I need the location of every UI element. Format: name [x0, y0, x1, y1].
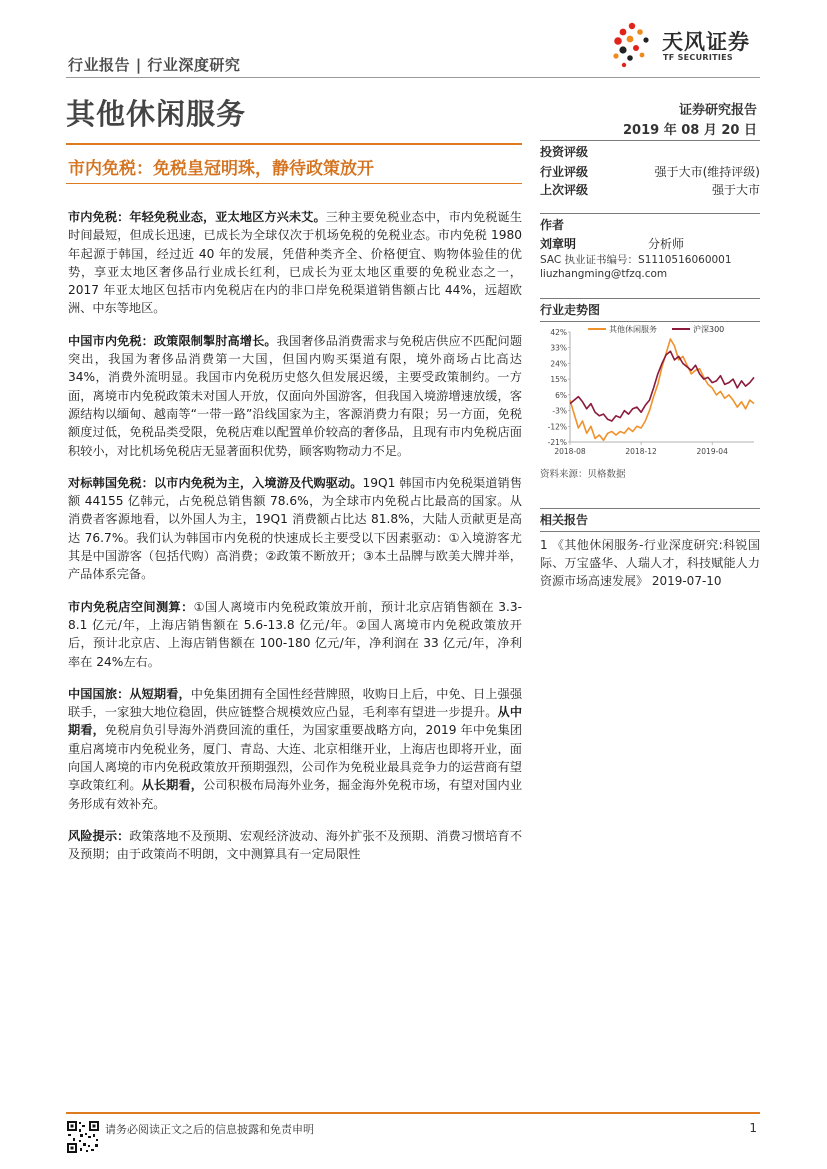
- industry-title: 其他休闲服务: [66, 97, 247, 131]
- x-tick-label: 2018-08: [554, 447, 586, 456]
- paragraph-text: ①国人离境市内免税政策放开前，预计北京店销售额在 3.3-8.1 亿元/年，上海店销售额在 5.6-13.8 亿元/年。②国人离境市内免税政策放开后，预计北京店、上海店销售额在 100-180 亿元/年，净利润在 33 亿元/年，净利率在 24%左右。: [68, 599, 522, 669]
- report-type: 证券研究报告: [678, 103, 757, 118]
- paragraph-lead: 对标韩国免税：以市内免税为主，入境游及代购驱动。: [68, 475, 363, 490]
- trend-chart-svg: [540, 322, 760, 462]
- logo-name: 天风证券: [662, 30, 750, 54]
- x-tick-label: 2019-04: [696, 447, 728, 456]
- author-name: 刘章明: [540, 237, 577, 251]
- chart-source: 资料来源：贝格数据: [540, 469, 626, 480]
- paragraph-city-duty-free: [68, 208, 522, 318]
- paragraph-china-duty-free: [68, 332, 522, 460]
- previous-rating-value: 强于大市: [711, 183, 760, 197]
- legend-label: 其他休闲服务: [609, 325, 657, 334]
- short-term-text: 中免集团拥有全国性经营牌照，收购日上后，中免、日上强强联手，一家独大地位稳固，供应链整合规模效应凸显，毛利率有望进一步提升。: [68, 686, 523, 720]
- paragraph-lead: 市内免税店空间测算：: [68, 599, 194, 614]
- short-term-lead: 从短期看，: [129, 686, 191, 701]
- legend-label: 沪深300: [693, 325, 725, 334]
- footer-rule: [66, 1112, 760, 1114]
- report-category: 行业报告 | 行业深度研究: [68, 56, 241, 74]
- report-date: 2019 年 08 月 20 日: [623, 123, 757, 138]
- y-tick-label: 42%: [550, 328, 567, 337]
- author-heading: 作者: [540, 218, 565, 232]
- paragraph-cits: [68, 685, 522, 813]
- paragraph-lead: 市内免税：年轻免税业态，亚太地区方兴未艾。: [68, 210, 326, 224]
- paragraph-lead: 风险提示：: [68, 828, 130, 843]
- paragraph-text: 政策落地不及预期、宏观经济波动、海外扩张不及预期、消费习惯培育不及预期；由于政策尚不明朗，文中测算具有一定局限性: [68, 828, 523, 862]
- mid-term-lead: 从中期看，: [68, 705, 523, 738]
- rating-value: 强于大市(维持评级): [654, 165, 760, 179]
- long-term-lead: 从长期看，: [141, 778, 204, 793]
- paragraph-text: 三种主要免税业态中，市内免税诞生时间最短，但成长迅速，已成长为全球仅次于机场免税的免税业态。市内免税 1980 年起源于韩国，经过近 40 年的发展，凭借种类齐全、价格便宜、购物体验佳的优势，享亚太地区奢侈品行业成长红利，已成长为亚太地区重要的免税业态之一，2017 年亚太地区包括市内免税店在内的非口岸免税渠道销售额占比 44%，远超欧洲、中东等地区。: [68, 210, 523, 316]
- related-heading: 相关报告: [540, 513, 589, 527]
- previous-rating-row: [540, 181, 760, 199]
- sidebar-rule: [540, 531, 760, 532]
- header-divider: [66, 77, 760, 78]
- qr-code-icon: [66, 1120, 100, 1154]
- author-email[interactable]: liuzhangming@tfzq.com: [540, 268, 668, 280]
- y-tick-label: 33%: [550, 343, 567, 353]
- y-tick-label: 24%: [550, 359, 567, 369]
- chart-heading: 行业走势图: [540, 303, 601, 317]
- main-summary: [68, 208, 522, 878]
- series-line-1: [570, 351, 754, 421]
- report-subtitle: 市内免税：免税皇冠明珠，静待政策放开: [68, 159, 374, 179]
- paragraph-risk: [68, 827, 522, 864]
- paragraph-text: 19Q1 韩国市内免税渠道销售额 44155 亿韩元，占免税总销售额 78.6%，为全球市内免税占比最高的国家。从消费者客源地看，以外国人为主，19Q1 消费额占比达 81.8%，大陆人贡献更是高达 76.7%。我们认为韩国市内免税的快速成长主要受以下因素驱动：①入境游客尤其是中国游客（包括代购）高消费；②政策不断放开；③本土品牌与欧美大牌并举，产品体系完备。: [68, 475, 523, 582]
- author-row: [540, 236, 760, 253]
- related-report-link[interactable]: 1 《其他休闲服务-行业深度研究:科锐国际、万宝盛华、人瑞人才，科技赋能人力资源市场高速发展》 2019-07-10: [540, 538, 760, 588]
- footer-disclaimer: 请务必阅读正文之后的信息披露和免责申明: [105, 1123, 314, 1136]
- y-tick-label: -3%: [552, 406, 567, 416]
- industry-rating-row: [540, 163, 760, 181]
- previous-rating-label: 上次评级: [540, 183, 589, 197]
- author-certificate: SAC 执业证书编号：S1110516060001: [540, 254, 732, 266]
- paragraph-text: 我国奢侈品消费需求与免税店供应不匹配问题突出，我国为奢侈品消费第一大国，但国内购买渠道有限，境外商场占比高达 34%，消费外流明显。我国市内免税历史悠久但发展迟缓，主要受政策制约。一方面，离境市内免税政策未对国人开放，仅面向外国游客，但我国入境游增速放缓，客源结构以缅甸、越南等“一带一路”沿线国家为主，客源消费力有限；另一方面，免税额度过低，免税品类受限，免税店难以配置单价较高的奢侈品，且现有市内免税店面积较小，对比机场免税店无显著面积优势，顾客购物动力不足。: [68, 333, 523, 458]
- series-line-0: [570, 339, 754, 440]
- paragraph-space-estimate: [68, 598, 522, 671]
- y-tick-label: 6%: [555, 390, 567, 400]
- page-number: 1: [749, 1121, 757, 1135]
- mid-term-text: 免税肩负引导海外消费回流的重任，为国家重要战略方向，2019 年中免集团重启离境市内免税业务，厦门、青岛、大连、北京相继开业，上海店也即将开业，面向国人离境的市内免税政策放开预期强烈，公司作为免税业最具竞争力的运营商有望享政策红利。: [68, 723, 523, 793]
- y-tick-label: -12%: [547, 422, 567, 432]
- paragraph-lead: 中国国旅：: [68, 686, 130, 701]
- rating-heading: 投资评级: [540, 145, 589, 159]
- sidebar: [540, 140, 760, 590]
- x-tick-label: 2018-12: [625, 447, 657, 456]
- y-tick-label: 15%: [550, 375, 567, 385]
- industry-trend-chart: [540, 322, 760, 462]
- author-role: 分析师: [648, 237, 685, 251]
- long-term-text: 公司积极布局海外业务，掘金海外免税市场，有望对国内业务形成有效补充。: [68, 778, 523, 811]
- logo-subtitle: TF SECURITIES: [663, 53, 733, 62]
- y-tick-label: -21%: [547, 438, 567, 447]
- subtitle-bottom-rule: [66, 183, 522, 184]
- rating-label: 行业评级: [540, 165, 589, 179]
- subtitle-top-rule: [66, 143, 522, 145]
- paragraph-korea-benchmark: [68, 474, 522, 584]
- paragraph-lead: 中国市内免税：政策限制掣肘高增长。: [68, 333, 277, 348]
